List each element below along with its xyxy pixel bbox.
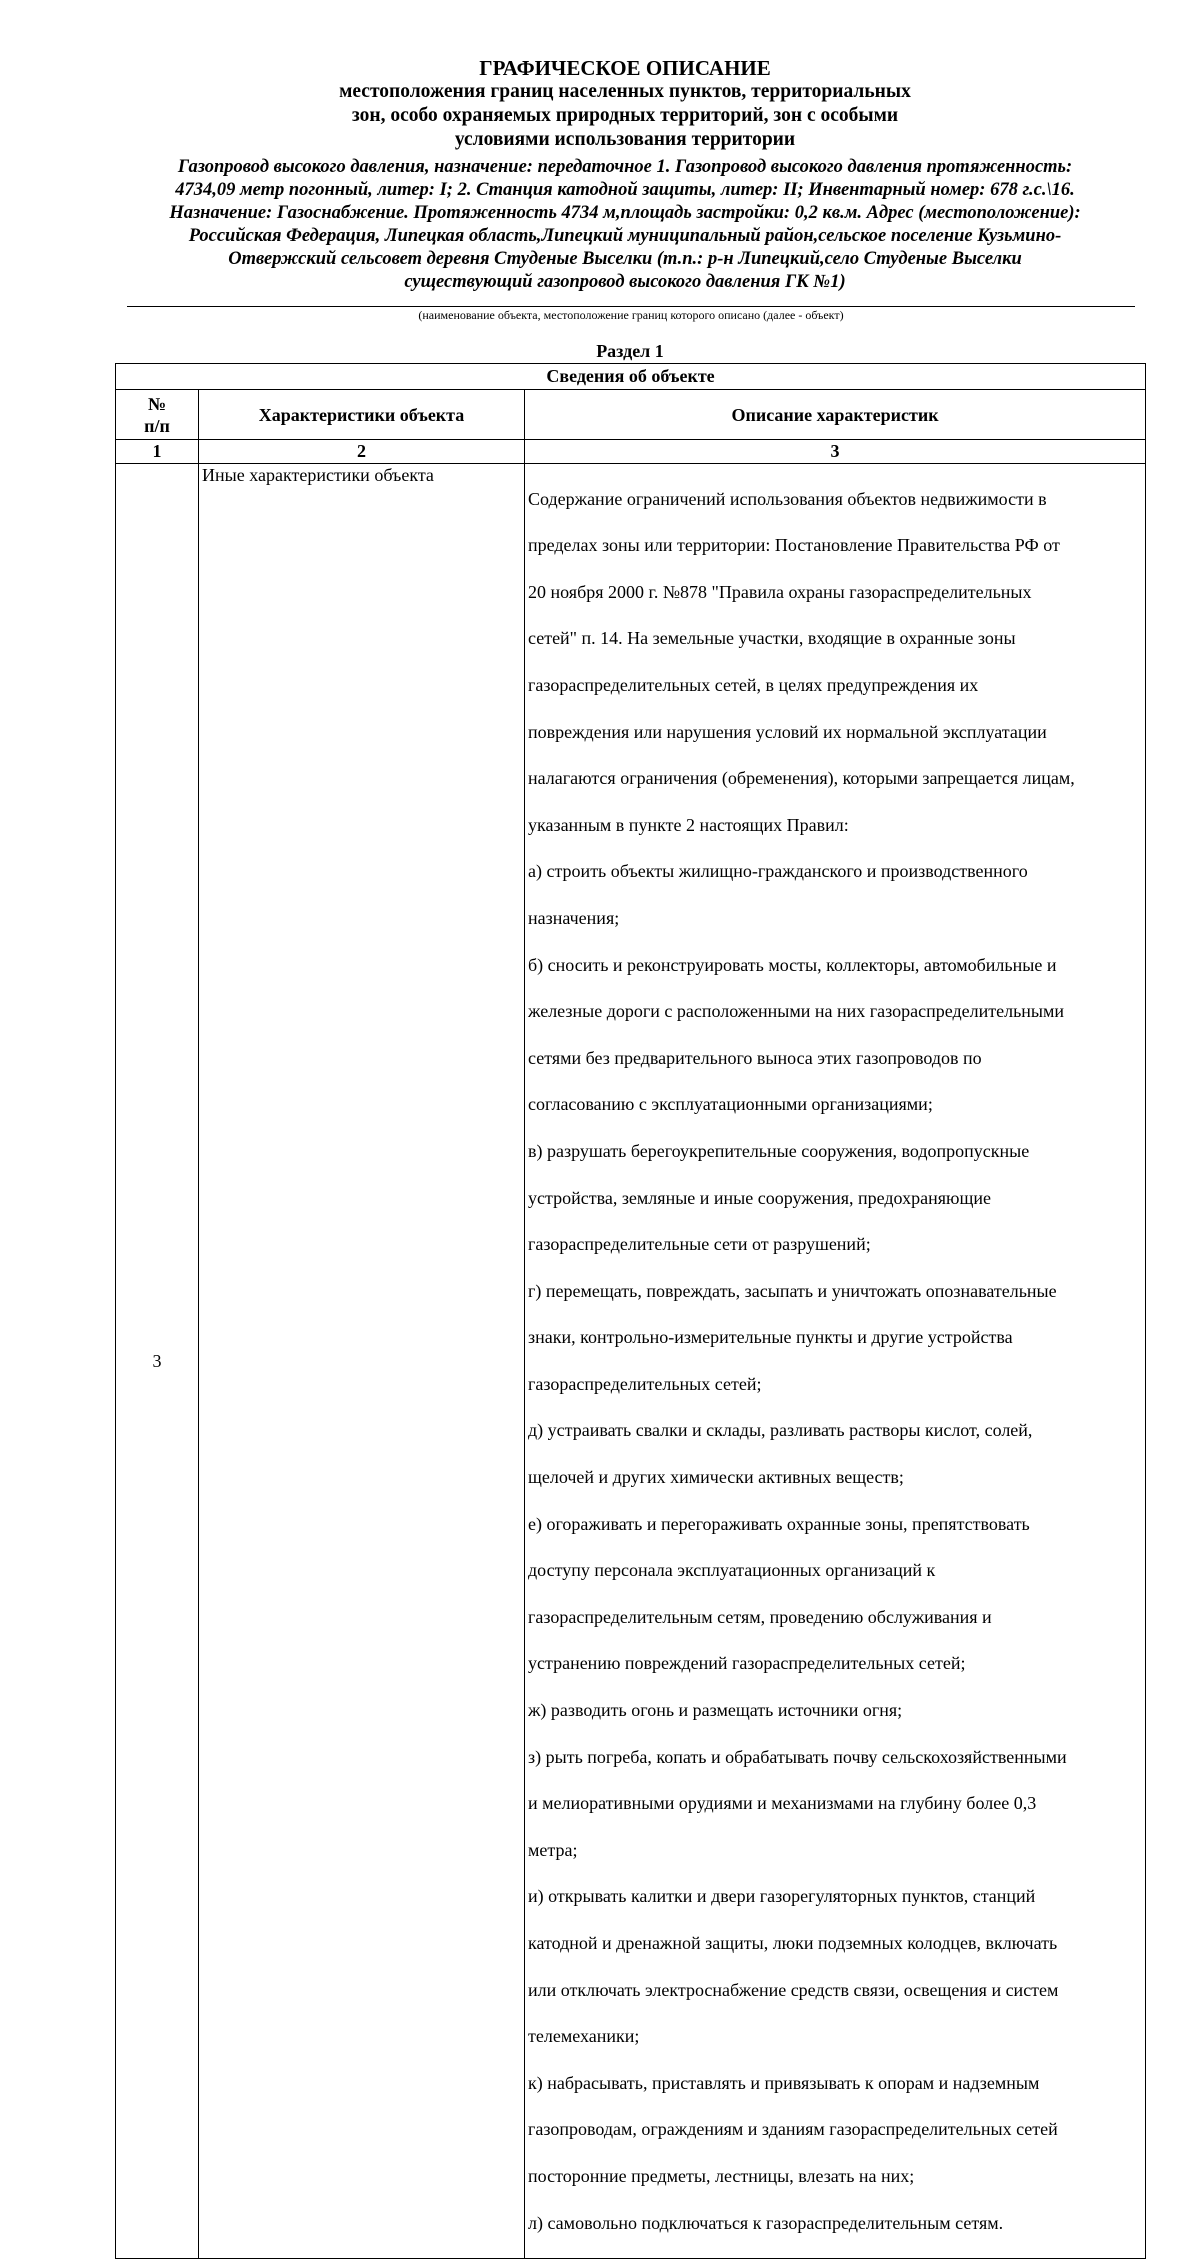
- description-line: сетями без предварительного выноса этих газопроводов по: [528, 1047, 982, 1068]
- description-line: телемеханики;: [528, 2026, 640, 2047]
- subtitle-line: зон, особо охраняемых природных территорий, зон с особыми: [351, 105, 899, 126]
- description-line: метра;: [528, 1839, 578, 1860]
- description-line: назначения;: [528, 907, 620, 928]
- document-subtitle: [115, 80, 1135, 152]
- object-line: Российская Федерация, Липецкая область,Липецкий муниципальный район,сельское поселение Кузьмино-: [188, 226, 1062, 246]
- description-line: г) перемещать, повреждать, засыпать и уничтожать опознавательные: [528, 1280, 1057, 1301]
- description-line: пределах зоны или территории: Постановление Правительства РФ от: [528, 535, 1060, 556]
- description-line: посторонние предметы, лестницы, влезать на них;: [528, 2165, 915, 2186]
- description-line: или отключать электроснабжение средств связи, освещения и систем: [528, 1979, 1059, 2000]
- description-line: газопроводам, ограждениям и зданиям газораспределительных сетей: [528, 2119, 1058, 2140]
- header-description: Описание характеристик: [525, 390, 1146, 440]
- description-line: доступу персонала эксплуатационных организаций к: [528, 1560, 936, 1581]
- row-description: [525, 464, 1146, 2259]
- description-line: знаки, контрольно-измерительные пункты и другие устройства: [528, 1327, 1013, 1348]
- column-number-row: [116, 440, 1146, 464]
- table-caption: Сведения об объекте: [116, 364, 1146, 390]
- table-header-row: [116, 390, 1146, 440]
- object-line: существующий газопровод высокого давления ГК №1): [404, 272, 846, 292]
- description-line: сетей" п. 14. На земельные участки, входящие в охранные зоны: [528, 628, 1016, 649]
- description-line: щелочей и других химически активных веществ;: [528, 1467, 904, 1488]
- description-line: газораспределительных сетей, в целях предупреждения их: [528, 674, 979, 695]
- description-line: л) самовольно подключаться к газораспределительным сетям.: [528, 2212, 1004, 2233]
- object-line: Назначение: Газоснабжение. Протяженность 4734 м,площадь застройки: 0,2 кв.м. Адрес (местоположение):: [169, 203, 1081, 223]
- document-header: [115, 56, 1135, 294]
- description-line: к) набрасывать, приставлять и привязывать к опорам и надземным: [528, 2072, 1040, 2093]
- description-line: б) сносить и реконструировать мосты, коллекторы, автомобильные и: [528, 954, 1057, 975]
- object-underline: [127, 306, 1135, 307]
- header-characteristics: Характеристики объекта: [199, 390, 525, 440]
- description-line: е) огораживать и перегораживать охранные зоны, препятствовать: [528, 1513, 1030, 1534]
- header-no: № п/п: [116, 390, 199, 440]
- description-line: а) строить объекты жилищно-гражданского и производственного: [528, 861, 1028, 882]
- description-line: з) рыть погреба, копать и обрабатывать почву сельскохозяйственными: [528, 1746, 1067, 1767]
- description-line: в) разрушать берегоукрепительные сооружения, водопропускные: [528, 1140, 1030, 1161]
- row-characteristic: Иные характеристики объекта: [199, 464, 525, 2259]
- description-line: д) устраивать свалки и склады, разливать растворы кислот, солей,: [528, 1420, 1033, 1441]
- object-line: Газопровод высокого давления, назначение: передаточное 1. Газопровод высокого давления протяженность:: [177, 157, 1073, 177]
- description-line: указанным в пункте 2 настоящих Правил:: [528, 814, 849, 835]
- subtitle-line: условиями использования территории: [454, 129, 796, 150]
- row-number: 3: [116, 464, 199, 2259]
- description-line: согласованию с эксплуатационными организациями;: [528, 1094, 933, 1115]
- description-line: и мелиоративными орудиями и механизмами на глубину более 0,3: [528, 1793, 1037, 1814]
- description-line: повреждения или нарушения условий их нормальной эксплуатации: [528, 721, 1047, 742]
- object-info-table: [115, 363, 1146, 2259]
- description-line: газораспределительных сетей;: [528, 1373, 762, 1394]
- column-number: 2: [199, 440, 525, 464]
- subtitle-line: местоположения границ населенных пунктов, территориальных: [339, 81, 911, 102]
- description-line: железные дороги с расположенными на них газораспределительными: [528, 1001, 1065, 1022]
- description-line: катодной и дренажной защиты, люки подземных колодцев, включать: [528, 1933, 1058, 1953]
- description-line: газораспределительные сети от разрушений;: [528, 1234, 871, 1255]
- object-description: [115, 156, 1135, 294]
- description-line: Содержание ограничений использования объектов недвижимости в: [528, 488, 1047, 509]
- column-number: 3: [525, 440, 1146, 464]
- description-line: ж) разводить огонь и размещать источники огня;: [528, 1700, 903, 1721]
- description-line: 20 ноября 2000 г. №878 "Правила охраны газораспределительных: [528, 581, 1032, 602]
- description-line: и) открывать калитки и двери газорегуляторных пунктов, станций: [528, 1886, 1036, 1907]
- description-line: устранению повреждений газораспределительных сетей;: [528, 1653, 966, 1674]
- section-title: Раздел 1: [596, 341, 664, 361]
- description-line: устройства, земляные и иные сооружения, предохраняющие: [528, 1187, 991, 1208]
- description-line: газораспределительным сетям, проведению обслуживания и: [528, 1606, 992, 1627]
- table-caption-row: [116, 364, 1146, 390]
- object-line: Отвержский сельсовет деревня Студеные Выселки (т.п.: р-н Липецкий,село Студеные Выселки: [228, 249, 1022, 269]
- table-row: [116, 464, 1146, 2259]
- document-title: ГРАФИЧЕСКОЕ ОПИСАНИЕ: [479, 56, 771, 80]
- object-caption: (наименование объекта, местоположение границ которого описано (далее - объект): [418, 308, 844, 322]
- column-number: 1: [116, 440, 199, 464]
- object-line: 4734,09 метр погонный, литер: I; 2. Станция катодной защиты, литер: II; Инвентарный номер: 678 г.с.\16.: [175, 180, 1075, 200]
- description-line: налагаются ограничения (обременения), которыми запрещается лицам,: [528, 768, 1075, 789]
